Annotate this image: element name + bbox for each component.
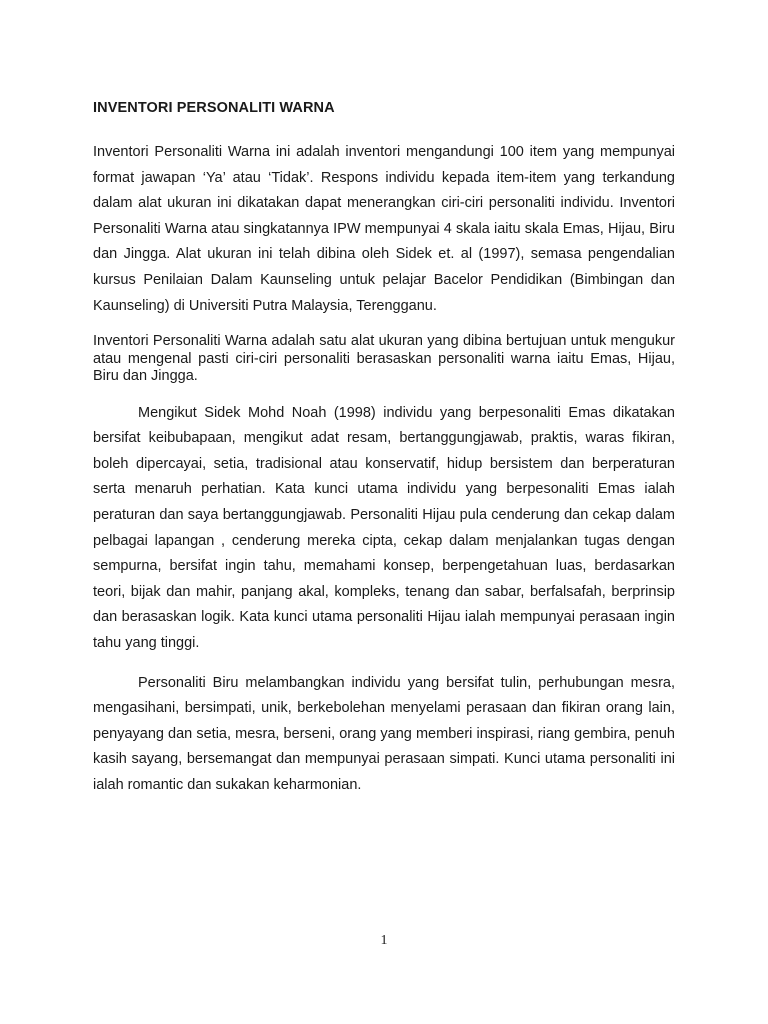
- page-number: 1: [380, 933, 388, 948]
- document-title: INVENTORI PERSONALITI WARNA: [93, 100, 335, 116]
- document-page: [93, 100, 675, 799]
- paragraph-biru: Personaliti Biru melambangkan individu yang bersifat tulin, perhubungan mesra, mengasihani, bersimpati, unik, berkebolehan menyelami perasaan dan fikiran orang lain, penyayang dan setia, mesra, berseni, orang yang memberi inspirasi, riang gembira, penuh kasih sayang, bersemangat dan mempunyai perasaan simpati. Kunci utama personaliti ini ialah romantic dan sukakan keharmonian.: [93, 674, 675, 793]
- paragraph-introduction: Inventori Personaliti Warna ini adalah inventori mengandungi 100 item yang mempunyai format jawapan ‘Ya’ atau ‘Tidak’. Respons individu kepada item-item yang terkandung dalam alat ukuran ini dikatakan dapat menerangkan ciri-ciri personaliti individu. Inventori Personaliti Warna atau singkatannya IPW mempunyai 4 skala iaitu skala Emas, Hijau, Biru dan Jingga. Alat ukuran ini telah dibina oleh Sidek et. al (1997), semasa pengendalian kursus Penilaian Dalam Kaunseling untuk pelajar Bacelor Pendidikan (Bimbingan dan Kaunseling) di Universiti Putra Malaysia, Terengganu.: [93, 144, 675, 314]
- paragraph-purpose: Inventori Personaliti Warna adalah satu alat ukuran yang dibina bertujuan untuk mengukur atau mengenal pasti ciri-ciri personaliti berasaskan personaliti warna iaitu Emas, Hijau, Biru dan Jingga.: [93, 333, 675, 385]
- paragraph-emas-hijau: Mengikut Sidek Mohd Noah (1998) individu yang berpesonaliti Emas dikatakan bersifat keibubapaan, mengikut adat resam, bertanggungjawab, praktis, waras fikiran, boleh dipercayai, setia, tradisional atau konservatif, hidup bersistem dan berperaturan serta menaruh perhatian. Kata kunci utama individu yang berpesonaliti Emas ialah peraturan dan saya bertanggungjawab. Personaliti Hijau pula cenderung dan cekap dalam pelbagai lapangan , cenderung mereka cipta, cekap dalam menjalankan tugas dengan sempurna, bersifat ingin tahu, memahami konsep, berpengetahuan luas, berdasarkan teori, bijak dan mahir, panjang akal, kompleks, tenang dan sabar, berfalsafah, berprinsip dan berasaskan logik. Kata kunci utama personaliti Hijau ialah mempunyai perasaan ingin tahu yang tinggi.: [93, 404, 675, 651]
